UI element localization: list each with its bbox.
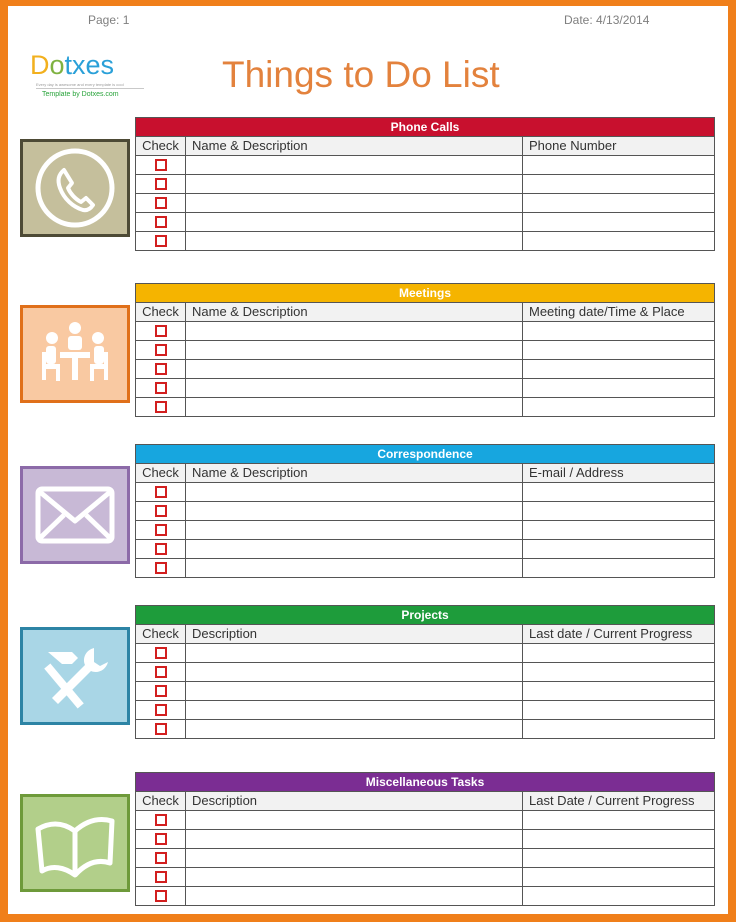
table-row: [136, 886, 714, 905]
meeting-icon: [20, 305, 130, 403]
checkbox[interactable]: [155, 235, 167, 247]
table-row: [136, 810, 714, 829]
detail-cell[interactable]: [523, 521, 714, 539]
table-row: [136, 212, 714, 231]
section-title: Projects: [136, 606, 714, 624]
checkbox[interactable]: [155, 543, 167, 555]
table-row: [136, 558, 714, 577]
table-row: [136, 643, 714, 662]
column-header-extra: Last Date / Current Progress: [529, 793, 695, 808]
detail-cell[interactable]: [523, 663, 714, 681]
logo-letter-d: D: [30, 50, 50, 80]
checkbox[interactable]: [155, 833, 167, 845]
table-row: [136, 321, 714, 340]
table-row: [136, 867, 714, 886]
checkbox[interactable]: [155, 890, 167, 902]
description-cell[interactable]: [186, 559, 523, 577]
checkbox[interactable]: [155, 704, 167, 716]
column-header-check: Check: [142, 465, 179, 480]
table-row: [136, 520, 714, 539]
detail-cell[interactable]: [523, 379, 714, 397]
table: [135, 772, 715, 906]
detail-cell[interactable]: [523, 887, 714, 905]
description-cell[interactable]: [186, 682, 523, 700]
detail-cell[interactable]: [523, 322, 714, 340]
detail-cell[interactable]: [523, 156, 714, 174]
table-row: [136, 539, 714, 558]
checkbox[interactable]: [155, 814, 167, 826]
description-cell[interactable]: [186, 644, 523, 662]
detail-cell[interactable]: [523, 559, 714, 577]
phone-icon: [20, 139, 130, 237]
detail-cell[interactable]: [523, 483, 714, 501]
table-row: [136, 193, 714, 212]
description-cell[interactable]: [186, 701, 523, 719]
page-number: Page: 1: [88, 13, 130, 27]
table-row: [136, 501, 714, 520]
date-label: Date: 4/13/2014: [564, 13, 650, 27]
table: [135, 283, 715, 417]
logo: [30, 50, 160, 110]
description-cell[interactable]: [186, 360, 523, 378]
table-row: [136, 359, 714, 378]
checkbox[interactable]: [155, 871, 167, 883]
column-header-check: Check: [142, 793, 179, 808]
table: [135, 444, 715, 578]
description-cell[interactable]: [186, 720, 523, 738]
table-row: [136, 829, 714, 848]
logo-letter-o: o: [49, 50, 65, 80]
checkbox[interactable]: [155, 666, 167, 678]
table-row: [136, 700, 714, 719]
description-cell[interactable]: [186, 398, 523, 416]
detail-cell[interactable]: [523, 644, 714, 662]
table-row: [136, 397, 714, 416]
table-header: [136, 302, 714, 321]
section-title: Phone Calls: [136, 118, 714, 136]
table-row: [136, 719, 714, 738]
table-header: [136, 136, 714, 155]
table: [135, 605, 715, 739]
detail-cell[interactable]: [523, 811, 714, 829]
description-cell[interactable]: [186, 540, 523, 558]
detail-cell[interactable]: [523, 849, 714, 867]
checkbox[interactable]: [155, 325, 167, 337]
section-title: Meetings: [136, 284, 714, 302]
checkbox[interactable]: [155, 344, 167, 356]
detail-cell[interactable]: [523, 232, 714, 250]
description-cell[interactable]: [186, 502, 523, 520]
column-header-extra: E-mail / Address: [529, 465, 624, 480]
table-row: [136, 848, 714, 867]
section-title: Correspondence: [136, 445, 714, 463]
checkbox[interactable]: [155, 685, 167, 697]
description-cell[interactable]: [186, 194, 523, 212]
column-header-description: Description: [192, 793, 258, 808]
checkbox[interactable]: [155, 647, 167, 659]
column-header-extra: Last date / Current Progress: [529, 626, 693, 641]
table-row: [136, 681, 714, 700]
detail-cell[interactable]: [523, 175, 714, 193]
table-row: [136, 340, 714, 359]
column-header-description: Description: [192, 626, 258, 641]
column-header-check: Check: [142, 304, 179, 319]
description-cell[interactable]: [186, 868, 523, 886]
description-cell[interactable]: [186, 663, 523, 681]
detail-cell[interactable]: [523, 398, 714, 416]
detail-cell[interactable]: [523, 868, 714, 886]
table: [135, 117, 715, 251]
table-header: [136, 463, 714, 482]
description-cell[interactable]: [186, 156, 523, 174]
table-row: [136, 378, 714, 397]
checkbox[interactable]: [155, 562, 167, 574]
description-cell[interactable]: [186, 379, 523, 397]
checkbox[interactable]: [155, 159, 167, 171]
description-cell[interactable]: [186, 213, 523, 231]
envelope-icon: [20, 466, 130, 564]
table-row: [136, 231, 714, 250]
checkbox[interactable]: [155, 401, 167, 413]
detail-cell[interactable]: [523, 360, 714, 378]
table-row: [136, 662, 714, 681]
column-header-description: Name & Description: [192, 138, 308, 153]
logo-letters-txes: txes: [64, 50, 115, 80]
table-header: [136, 791, 714, 810]
checkbox[interactable]: [155, 524, 167, 536]
table-row: [136, 155, 714, 174]
logo-divider: [36, 88, 144, 89]
page-title: Things to Do List: [222, 54, 500, 95]
description-cell[interactable]: [186, 811, 523, 829]
detail-cell[interactable]: [523, 701, 714, 719]
checkbox[interactable]: [155, 852, 167, 864]
checkbox[interactable]: [155, 197, 167, 209]
checkbox[interactable]: [155, 178, 167, 190]
description-cell[interactable]: [186, 232, 523, 250]
description-cell[interactable]: [186, 521, 523, 539]
detail-cell[interactable]: [523, 830, 714, 848]
detail-cell[interactable]: [523, 194, 714, 212]
description-cell[interactable]: [186, 849, 523, 867]
book-icon: [20, 794, 130, 892]
checkbox[interactable]: [155, 363, 167, 375]
table-row: [136, 482, 714, 501]
checkbox[interactable]: [155, 382, 167, 394]
description-cell[interactable]: [186, 830, 523, 848]
column-header-check: Check: [142, 626, 179, 641]
checkbox[interactable]: [155, 486, 167, 498]
logo-subtitle: Template by Dotxes.com: [42, 91, 119, 98]
detail-cell[interactable]: [523, 720, 714, 738]
section-title: Miscellaneous Tasks: [136, 773, 714, 791]
checkbox[interactable]: [155, 505, 167, 517]
column-header-extra: Meeting date/Time & Place: [529, 304, 685, 319]
tools-icon: [20, 627, 130, 725]
checkbox[interactable]: [155, 723, 167, 735]
detail-cell[interactable]: [523, 540, 714, 558]
detail-cell[interactable]: [523, 213, 714, 231]
detail-cell[interactable]: [523, 341, 714, 359]
logo-tagline: Every day is awesome and every template is cool: [36, 82, 124, 87]
checkbox[interactable]: [155, 216, 167, 228]
table-header: [136, 624, 714, 643]
detail-cell[interactable]: [523, 502, 714, 520]
column-header-extra: Phone Number: [529, 138, 617, 153]
detail-cell[interactable]: [523, 682, 714, 700]
description-cell[interactable]: [186, 483, 523, 501]
description-cell[interactable]: [186, 322, 523, 340]
description-cell[interactable]: [186, 175, 523, 193]
description-cell[interactable]: [186, 887, 523, 905]
column-header-description: Name & Description: [192, 465, 308, 480]
column-header-check: Check: [142, 138, 179, 153]
column-header-description: Name & Description: [192, 304, 308, 319]
table-row: [136, 174, 714, 193]
description-cell[interactable]: [186, 341, 523, 359]
